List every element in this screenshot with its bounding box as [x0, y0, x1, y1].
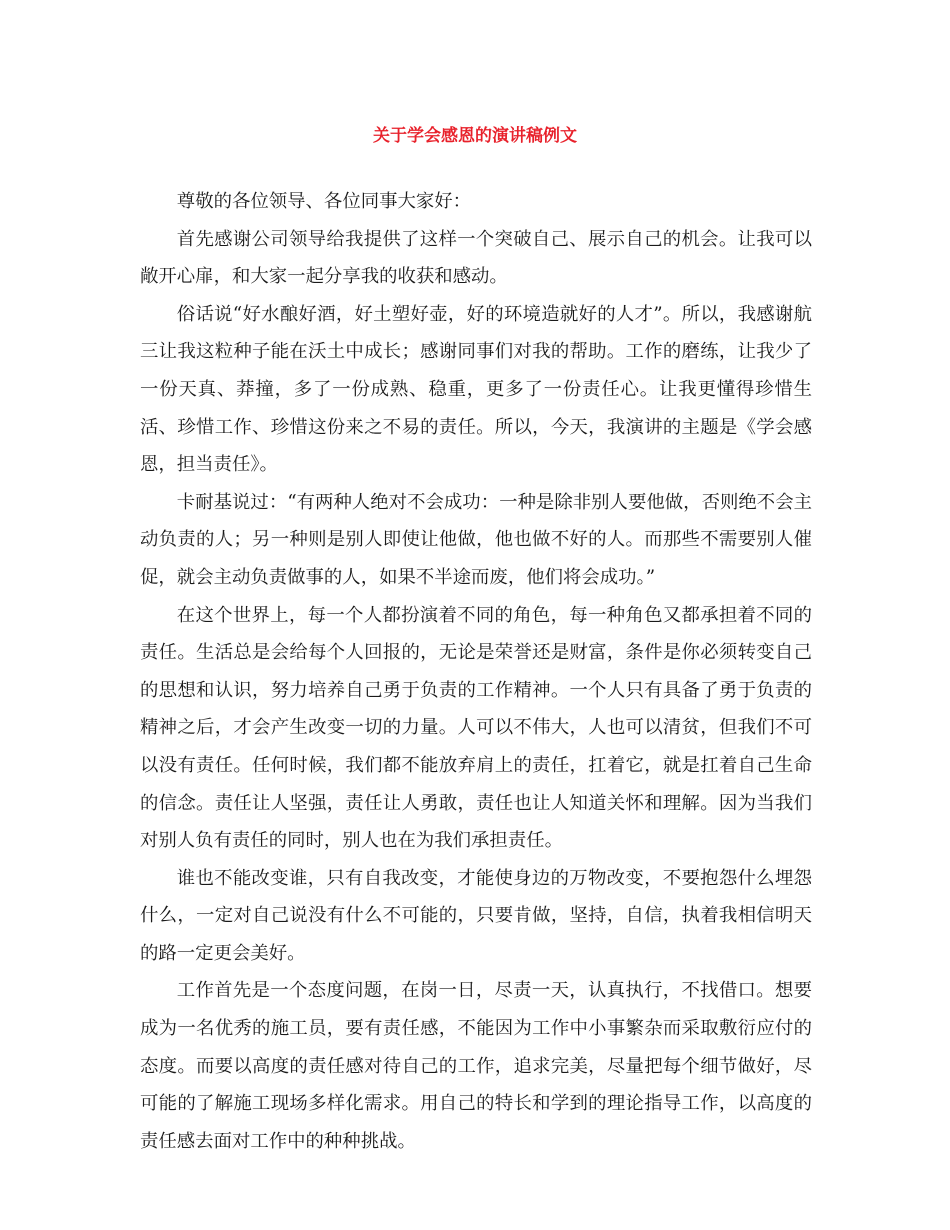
body-paragraph: 卡耐基说过：“有两种人绝对不会成功：一种是除非别人要他做，否则绝不会主动负责的人；另一种则是别人即使让他做，他也做不好的人。而那些不需要别人催促，就会主动负责做事的人，如果不半途而废，他们将会成功。” [140, 491, 812, 588]
document-body [140, 183, 812, 1160]
body-paragraph: 首先感谢公司领导给我提供了这样一个突破自己、展示自己的机会。让我可以敞开心扉，和大家一起分享我的收获和感动。 [140, 228, 812, 288]
document-title: 关于学会感恩的演讲稿例文 [373, 126, 577, 146]
body-paragraph: 俗话说“好水酿好酒，好土塑好壶，好的环境造就好的人才”。所以，我感谢航三让我这粒种子能在沃土中成长；感谢同事们对我的帮助。工作的磨练，让我少了一份天真、莽撞，多了一份成熟、稳重，更多了一份责任心。让我更懂得珍惜生活、珍惜工作、珍惜这份来之不易的责任。所以，今天，我演讲的主题是《学会感恩，担当责任》。 [140, 303, 812, 476]
body-paragraph: 在这个世界上，每一个人都扮演着不同的角色，每一种角色又都承担着不同的责任。生活总是会给每个人回报的，无论是荣誉还是财富，条件是你必须转变自己的思想和认识，努力培养自己勇于负责的工作精神。一个人只有具备了勇于负责的精神之后，才会产生改变一切的力量。人可以不伟大，人也可以清贫，但我们不可以没有责任。任何时候，我们都不能放弃肩上的责任，扛着它，就是扛着自己生命的信念。责任让人坚强，责任让人勇敢，责任也让人知道关怀和理解。因为当我们对别人负有责任的同时，别人也在为我们承担责任。 [140, 604, 812, 852]
salutation-paragraph: 尊敬的各位领导、各位同事大家好： [176, 191, 472, 212]
body-paragraph: 谁也不能改变谁，只有自我改变，才能使身边的万物改变，不要抱怨什么埋怨什么，一定对自己说没有什么不可能的，只要肯做，坚持，自信，执着我相信明天的路一定更会美好。 [140, 867, 812, 964]
body-paragraph: 工作首先是一个态度问题，在岗一日，尽责一天，认真执行，不找借口。想要成为一名优秀的施工员，要有责任感，不能因为工作中小事繁杂而采取敷衍应付的态度。而要以高度的责任感对待自己的工作，追求完美，尽量把每个细节做好，尽可能的了解施工现场多样化需求。用自己的特长和学到的理论指导工作，以高度的责任感去面对工作中的种种挑战。 [140, 980, 812, 1152]
